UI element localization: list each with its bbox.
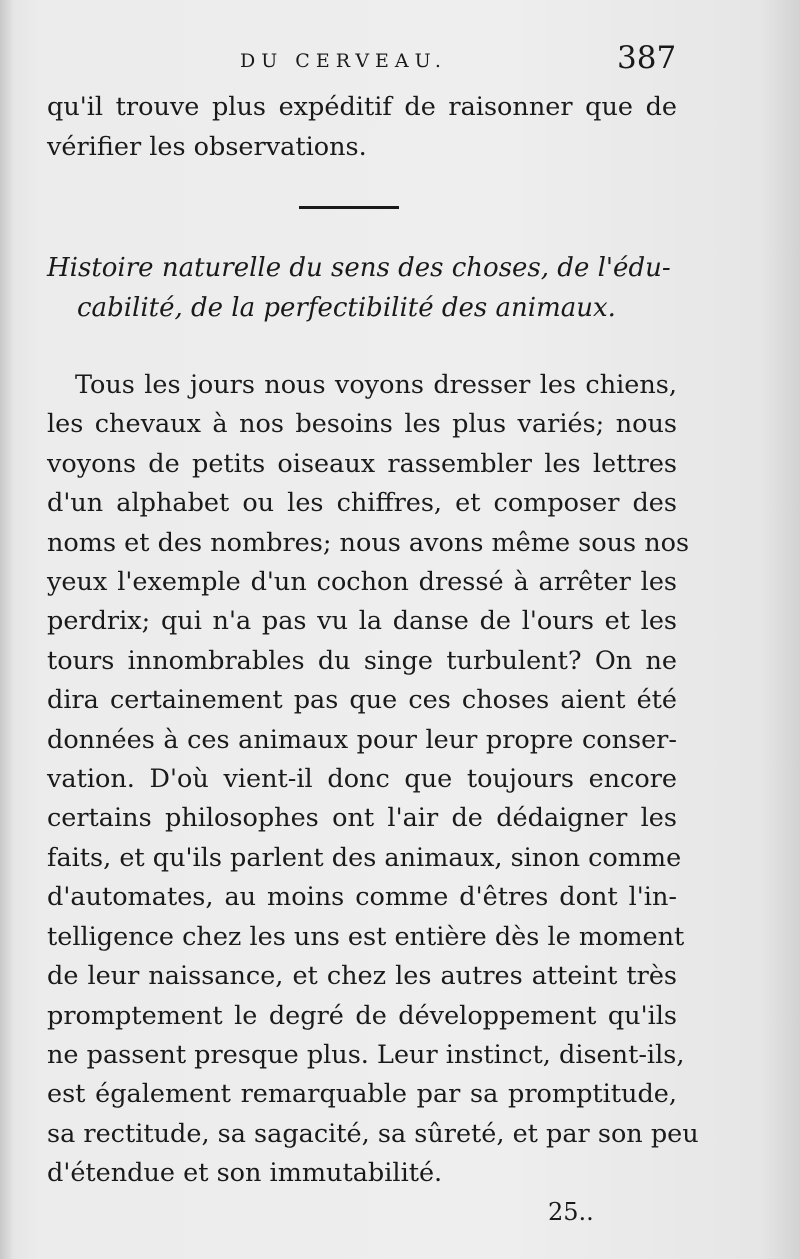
text-line: est également remarquable par sa promptitude,	[47, 1079, 677, 1110]
text-line: les chevaux à nos besoins les plus variés; nous	[47, 409, 677, 440]
text-line: de leur naissance, et chez les autres atteint très	[47, 961, 677, 992]
running-head: DU CERVEAU.	[240, 50, 447, 72]
text-line: d'étendue et son immutabilité.	[47, 1158, 443, 1189]
text-line: voyons de petits oiseaux rassembler les lettres	[47, 448, 677, 479]
text-line: perdrix; qui n'a pas vu la danse de l'ours et les	[47, 606, 677, 637]
heading-line: cabilité, de la perfectibilité des animaux.	[77, 293, 616, 323]
text-line: qu'il trouve plus expéditif de raisonner que de	[47, 92, 677, 122]
text-line: tours innombrables du singe turbulent? On ne	[47, 645, 677, 676]
text-line: telligence chez les uns est entière dès le moment	[47, 921, 685, 952]
text-line: sa rectitude, sa sagacité, sa sûreté, et par son peu	[47, 1118, 699, 1149]
text-line: yeux l'exemple d'un cochon dressé à arrêter les	[47, 567, 677, 598]
body-paragraph	[47, 366, 699, 1194]
section-heading	[47, 248, 677, 328]
text-line: promptement le degré de développement qu'ils	[47, 1000, 677, 1031]
intro-paragraph	[47, 87, 677, 167]
text-line: vation. D'où vient-il donc que toujours encore	[47, 764, 677, 795]
text-line: d'un alphabet ou les chiffres, et composer des	[47, 488, 677, 519]
page-number: 387	[617, 40, 677, 76]
text-line: d'automates, au moins comme d'êtres dont l'in-	[47, 882, 677, 913]
text-line: certains philosophes ont l'air de dédaigner les	[47, 803, 677, 834]
text-line: Tous les jours nous voyons dresser les chiens,	[75, 370, 677, 400]
text-line: noms et des nombres; nous avons même sous nos	[47, 527, 690, 558]
page-header	[0, 40, 800, 80]
text-line: dira certainement pas que ces choses aient été	[47, 685, 677, 716]
text-line: ne passent presque plus. Leur instinct, disent-ils,	[47, 1039, 685, 1070]
text-line: données à ces animaux pour leur propre conser-	[47, 724, 677, 755]
section-divider	[299, 206, 399, 209]
text-line: vérifier les observations.	[47, 132, 367, 162]
signature-mark: 25..	[548, 1198, 594, 1226]
heading-line: Histoire naturelle du sens des choses, de l'édu-	[47, 253, 671, 283]
text-line: faits, et qu'ils parlent des animaux, sinon comme	[47, 842, 682, 873]
